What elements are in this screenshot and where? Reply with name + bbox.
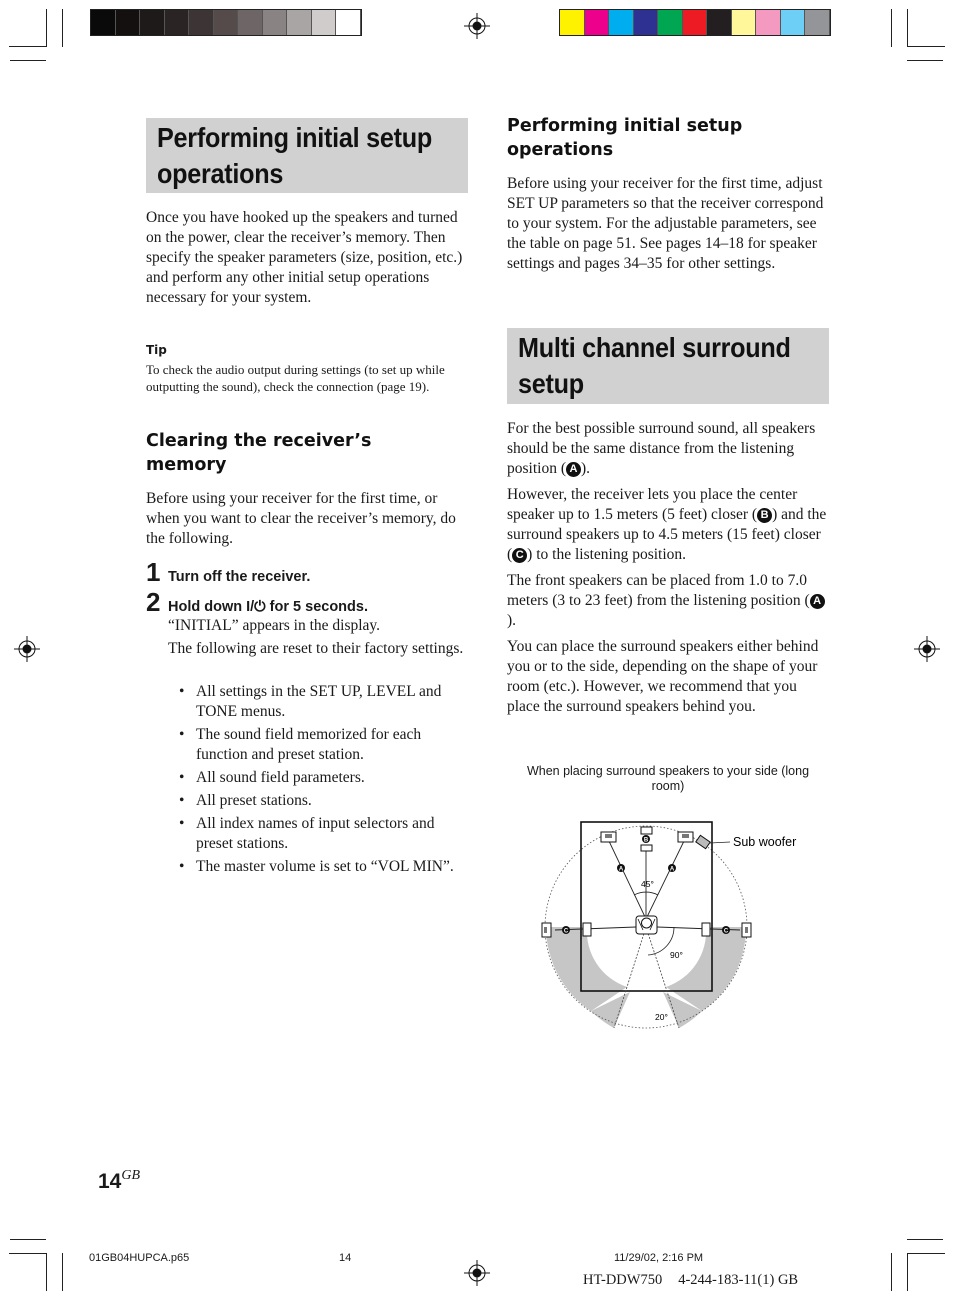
tip-label: Tip (146, 343, 167, 357)
color-swatch (707, 10, 732, 35)
color-swatch (781, 10, 806, 35)
color-swatch (658, 10, 683, 35)
crop-mark (907, 1253, 908, 1291)
surround-text (507, 419, 829, 723)
sub-woofer-icon (696, 835, 710, 848)
power-icon: I/⏻ (246, 599, 266, 615)
color-swatch (609, 10, 634, 35)
step-2-line: “INITIAL” appears in the display. (168, 617, 381, 634)
color-calibration-bar (559, 9, 831, 36)
list-item: • All settings in the SET UP, LEVEL and TONE menus. (168, 682, 468, 722)
angle-90-label: 90° (670, 950, 683, 960)
color-swatch (585, 10, 610, 35)
section-title: Multi channel surround setup (518, 332, 791, 399)
color-swatch (732, 10, 757, 35)
speaker-layout-diagram (530, 815, 820, 1037)
paragraph: You can place the surround speakers either behind you or to the side, depending on the shape of your room (etc.). However, we recommend that you place the surround speakers behind you. (507, 638, 819, 715)
svg-text:C: C (723, 928, 729, 935)
marker-a-icon: A (810, 594, 825, 609)
svg-text:C: C (563, 928, 569, 935)
color-swatch (336, 10, 361, 35)
step-2-line: The following are reset to their factory settings. (168, 640, 464, 657)
color-swatch (189, 10, 214, 35)
registration-mark-icon (464, 13, 490, 39)
grayscale-calibration-bar (90, 9, 362, 36)
step-number: 1 (146, 557, 161, 587)
file-page: 14 (339, 1252, 352, 1264)
crop-mark (891, 1253, 892, 1291)
crop-mark (907, 60, 943, 61)
marker-a-icon (668, 864, 676, 873)
step-text: Hold down I/⏻ for 5 seconds. (168, 599, 368, 615)
color-swatch (683, 10, 708, 35)
crop-mark (907, 9, 908, 47)
list-item: • The sound field memorized for each function and preset station. (168, 725, 468, 765)
clear-memory-heading: Clearing the receiver’s memory (146, 431, 372, 475)
diagram-caption: When placing surround speakers to your side (long room) (526, 764, 810, 793)
list-item: • All preset stations. (168, 791, 468, 811)
marker-b-icon: B (757, 508, 772, 523)
center-speaker-icon (641, 827, 652, 834)
registration-mark-icon (914, 636, 940, 662)
color-swatch (312, 10, 337, 35)
crop-mark (891, 9, 892, 47)
paragraph: The front speakers can be placed from 1.0 to 7.0 meters (3 to 23 feet) from the listening position ( A). (507, 571, 829, 631)
color-swatch (140, 10, 165, 35)
crop-mark (46, 9, 47, 47)
svg-text:B: B (643, 837, 649, 844)
color-swatch (805, 10, 830, 35)
registration-mark-icon (14, 636, 40, 662)
angle-45-label: 45° (641, 879, 654, 889)
crop-mark (62, 1253, 63, 1291)
crop-mark (907, 1239, 943, 1240)
step-1 (146, 559, 310, 585)
step-text: Turn off the receiver. (168, 569, 311, 585)
crop-mark (9, 1253, 47, 1254)
section-title: Performing initial setup operations (157, 122, 432, 189)
reset-list (168, 682, 468, 880)
file-name: 01GB04HUPCA.p65 (89, 1252, 190, 1264)
sub-woofer-label: Sub woofer (733, 835, 797, 849)
step-2-detail (168, 616, 468, 665)
setup-heading: Performing initial setup operations (507, 116, 743, 160)
paragraph: For the best possible surround sound, all speakers should be the same distance from the listening position ( A ). (507, 420, 816, 477)
color-swatch (165, 10, 190, 35)
color-swatch (634, 10, 659, 35)
crop-mark (10, 60, 46, 61)
section-title-box (507, 328, 829, 404)
model-code: HT-DDW750 4-244-183-11(1) GB (583, 1272, 799, 1288)
color-swatch (263, 10, 288, 35)
intro-paragraph: Once you have hooked up the speakers and turned on the power, clear the receiver’s memory. Then specify the speaker parameters (size, position, etc.) and perform any other initial setup operations necessary for your system. (146, 209, 463, 306)
crop-mark (9, 46, 47, 47)
color-swatch (756, 10, 781, 35)
marker-c-icon: C (512, 548, 527, 563)
angle-20-label: 20° (655, 1012, 668, 1022)
clear-memory-intro: Before using your receiver for the first time, or when you want to clear the receiver’s memory, do the following. (146, 490, 456, 547)
marker-a-icon: A (566, 462, 581, 477)
color-swatch (91, 10, 116, 35)
setup-paragraph: Before using your receiver for the first time, adjust SET UP parameters so that the receiver correspond to your system. For the adjustable parameters, see the table on page 51. See pages 14–18 for speaker settings and pages 34–35 for other settings. (507, 175, 824, 272)
step-2 (146, 589, 368, 615)
surround-zone-right (666, 927, 746, 1011)
color-swatch (287, 10, 312, 35)
crop-mark (62, 9, 63, 47)
color-swatch (116, 10, 141, 35)
section-title-box (146, 118, 468, 193)
crop-mark (907, 46, 945, 47)
color-swatch (238, 10, 263, 35)
color-swatch (214, 10, 239, 35)
file-date: 11/29/02, 2:16 PM (614, 1252, 704, 1264)
svg-text:A: A (669, 866, 675, 873)
crop-mark (10, 1239, 46, 1240)
listener-icon (636, 916, 657, 934)
crop-mark (46, 1253, 47, 1291)
list-item: • The master volume is set to “VOL MIN”. (168, 857, 468, 877)
svg-text:A: A (618, 866, 624, 873)
list-item: • All sound field parameters. (168, 768, 468, 788)
registration-mark-icon (464, 1260, 490, 1286)
marker-b-icon (642, 835, 650, 844)
crop-mark (907, 1253, 945, 1254)
page-number: $14^{GB}$ (98, 1168, 141, 1193)
step-number: 2 (146, 587, 161, 617)
color-swatch (560, 10, 585, 35)
surround-zone-left (546, 927, 627, 1011)
paragraph: However, the receiver lets you place the center speaker up to 1.5 meters (5 feet) closer ( B ) and the surround speakers up to 4.5 meters (15 feet) closer ( C ) to the listening position. (507, 486, 827, 563)
list-item: • All index names of input selectors and preset stations. (168, 814, 468, 854)
tip-text: To check the audio output during settings (to set up while outputting the sound), check the connection (page 19). (146, 362, 445, 394)
